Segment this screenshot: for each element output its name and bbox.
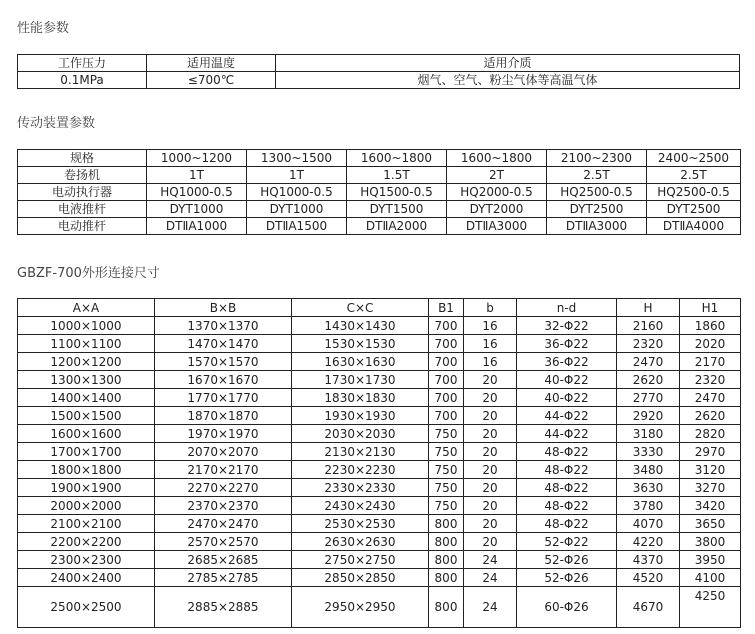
value-cell: 1470×1470 <box>155 335 292 353</box>
value-cell: 2885×2885 <box>155 587 292 628</box>
header-cell: 工作压力 <box>18 55 147 72</box>
row-label-cell: 规格 <box>18 150 147 167</box>
value-cell: 2850×2850 <box>292 569 429 587</box>
value-cell: 60-Φ26 <box>517 587 617 628</box>
header-cell: n-d <box>517 299 617 317</box>
value-cell: 48-Φ22 <box>517 443 617 461</box>
value-cell: 1600×1600 <box>18 425 155 443</box>
value-cell: 20 <box>464 515 517 533</box>
value-cell: DTⅡA4000 <box>647 218 741 235</box>
value-cell: 1600~1800 <box>447 150 547 167</box>
value-cell: 3180 <box>617 425 680 443</box>
value-cell: 24 <box>464 551 517 569</box>
value-cell: 2300×2300 <box>18 551 155 569</box>
value-cell: 20 <box>464 407 517 425</box>
value-cell: 750 <box>429 479 464 497</box>
value-cell: 4250 <box>680 587 741 628</box>
value-cell: 4220 <box>617 533 680 551</box>
value-cell: 2000×2000 <box>18 497 155 515</box>
value-cell: 2470×2470 <box>155 515 292 533</box>
value-cell: 750 <box>429 425 464 443</box>
header-cell: B×B <box>155 299 292 317</box>
value-cell: 750 <box>429 461 464 479</box>
value-cell: 44-Φ22 <box>517 425 617 443</box>
table-row <box>18 317 741 335</box>
value-cell: 700 <box>429 353 464 371</box>
value-cell: 40-Φ22 <box>517 371 617 389</box>
value-cell: HQ2500-0.5 <box>547 184 647 201</box>
value-cell: 20 <box>464 443 517 461</box>
value-cell: 1T <box>147 167 247 184</box>
value-cell: 1670×1670 <box>155 371 292 389</box>
value-cell: 2370×2370 <box>155 497 292 515</box>
value-cell: 2685×2685 <box>155 551 292 569</box>
header-cell: A×A <box>18 299 155 317</box>
value-cell: 2400~2500 <box>647 150 741 167</box>
value-cell: DYT1000 <box>147 201 247 218</box>
table-row <box>18 353 741 371</box>
table-row <box>18 425 741 443</box>
table-row <box>18 587 741 628</box>
table-row <box>18 533 741 551</box>
value-cell: 3780 <box>617 497 680 515</box>
value-cell: 1300~1500 <box>247 150 347 167</box>
value-cell: 20 <box>464 371 517 389</box>
value-cell: 1900×1900 <box>18 479 155 497</box>
value-cell: 24 <box>464 587 517 628</box>
value-cell: 800 <box>429 587 464 628</box>
header-cell: H1 <box>680 299 741 317</box>
value-cell: 800 <box>429 569 464 587</box>
value-cell: 2.5T <box>647 167 741 184</box>
table-row <box>18 335 741 353</box>
value-cell: 4100 <box>680 569 741 587</box>
value-cell: 20 <box>464 479 517 497</box>
value-cell: ≤700℃ <box>147 72 276 89</box>
table-row <box>18 569 741 587</box>
value-cell: 1000×1000 <box>18 317 155 335</box>
value-cell: 4370 <box>617 551 680 569</box>
table-row <box>18 551 741 569</box>
value-cell: 3330 <box>617 443 680 461</box>
value-cell: 2030×2030 <box>292 425 429 443</box>
value-cell: 2330×2330 <box>292 479 429 497</box>
value-cell: 16 <box>464 335 517 353</box>
drive-row <box>18 201 741 218</box>
value-cell: 52-Φ26 <box>517 569 617 587</box>
header-cell: C×C <box>292 299 429 317</box>
value-cell: DYT2000 <box>447 201 547 218</box>
drive-table <box>17 149 741 235</box>
value-cell: 800 <box>429 515 464 533</box>
value-cell: 2470 <box>617 353 680 371</box>
value-cell: 2100~2300 <box>547 150 647 167</box>
value-cell: 1570×1570 <box>155 353 292 371</box>
value-cell: 烟气、空气、粉尘气体等高温气体 <box>276 72 740 89</box>
value-cell: 32-Φ22 <box>517 317 617 335</box>
row-label-cell: 电动推杆 <box>18 218 147 235</box>
value-cell: HQ1000-0.5 <box>247 184 347 201</box>
value-cell: DYT2500 <box>647 201 741 218</box>
value-cell: 48-Φ22 <box>517 515 617 533</box>
value-cell: 2500×2500 <box>18 587 155 628</box>
value-cell: 1860 <box>680 317 741 335</box>
value-cell: 1970×1970 <box>155 425 292 443</box>
value-cell: 1830×1830 <box>292 389 429 407</box>
value-cell: 750 <box>429 443 464 461</box>
row-label-cell: 电动执行器 <box>18 184 147 201</box>
value-cell: 2470 <box>680 389 741 407</box>
value-cell: 2270×2270 <box>155 479 292 497</box>
value-cell: 2920 <box>617 407 680 425</box>
value-cell: 20 <box>464 389 517 407</box>
value-cell: 1200×1200 <box>18 353 155 371</box>
dimension-header-row <box>18 299 741 317</box>
table-row <box>18 371 741 389</box>
value-cell: 1870×1870 <box>155 407 292 425</box>
header-cell: 适用温度 <box>147 55 276 72</box>
value-cell: 2170×2170 <box>155 461 292 479</box>
value-cell: 36-Φ22 <box>517 335 617 353</box>
value-cell: 2950×2950 <box>292 587 429 628</box>
value-cell: 2750×2750 <box>292 551 429 569</box>
value-cell: 1500×1500 <box>18 407 155 425</box>
value-cell: 2820 <box>680 425 741 443</box>
value-cell: 2570×2570 <box>155 533 292 551</box>
table-row <box>18 461 741 479</box>
value-cell: 20 <box>464 497 517 515</box>
value-cell: 2630×2630 <box>292 533 429 551</box>
value-cell: DTⅡA2000 <box>347 218 447 235</box>
value-cell: 2130×2130 <box>292 443 429 461</box>
value-cell: DTⅡA1500 <box>247 218 347 235</box>
value-cell: DYT2500 <box>547 201 647 218</box>
value-cell: 2020 <box>680 335 741 353</box>
header-cell: B1 <box>429 299 464 317</box>
value-cell: 1400×1400 <box>18 389 155 407</box>
value-cell: 2230×2230 <box>292 461 429 479</box>
value-cell: 16 <box>464 353 517 371</box>
value-cell: 2070×2070 <box>155 443 292 461</box>
value-cell: HQ2000-0.5 <box>447 184 547 201</box>
value-cell: 2970 <box>680 443 741 461</box>
value-cell: 3420 <box>680 497 741 515</box>
performance-value-row <box>18 72 740 89</box>
value-cell: 48-Φ22 <box>517 497 617 515</box>
value-cell: 700 <box>429 371 464 389</box>
performance-header-row <box>18 55 740 72</box>
value-cell: 2T <box>447 167 547 184</box>
value-cell: HQ1500-0.5 <box>347 184 447 201</box>
value-cell: 1630×1630 <box>292 353 429 371</box>
value-cell: 700 <box>429 407 464 425</box>
value-cell: HQ2500-0.5 <box>647 184 741 201</box>
value-cell: 2.5T <box>547 167 647 184</box>
value-cell: 1700×1700 <box>18 443 155 461</box>
value-cell: 3120 <box>680 461 741 479</box>
drive-row <box>18 218 741 235</box>
value-cell: 0.1MPa <box>18 72 147 89</box>
table-row <box>18 443 741 461</box>
value-cell: 1100×1100 <box>18 335 155 353</box>
value-cell: 2200×2200 <box>18 533 155 551</box>
value-cell: 700 <box>429 335 464 353</box>
value-cell: 1370×1370 <box>155 317 292 335</box>
value-cell: 1930×1930 <box>292 407 429 425</box>
value-cell: 3650 <box>680 515 741 533</box>
value-cell: 3800 <box>680 533 741 551</box>
value-cell: 750 <box>429 497 464 515</box>
value-cell: 3480 <box>617 461 680 479</box>
value-cell: 52-Φ22 <box>517 533 617 551</box>
dimension-table <box>17 298 741 628</box>
value-cell: 20 <box>464 533 517 551</box>
value-cell: 1000~1200 <box>147 150 247 167</box>
value-cell: 2400×2400 <box>18 569 155 587</box>
value-cell: 2100×2100 <box>18 515 155 533</box>
value-cell: 800 <box>429 551 464 569</box>
value-cell: 36-Φ22 <box>517 353 617 371</box>
value-cell: 52-Φ26 <box>517 551 617 569</box>
value-cell: 1300×1300 <box>18 371 155 389</box>
value-cell: 1600~1800 <box>347 150 447 167</box>
value-cell: 1T <box>247 167 347 184</box>
value-cell: 2530×2530 <box>292 515 429 533</box>
value-cell: 1530×1530 <box>292 335 429 353</box>
row-label-cell: 电液推杆 <box>18 201 147 218</box>
value-cell: 2620 <box>680 407 741 425</box>
header-cell: b <box>464 299 517 317</box>
value-cell: DTⅡA3000 <box>547 218 647 235</box>
value-cell: 4070 <box>617 515 680 533</box>
value-cell: 4670 <box>617 587 680 628</box>
value-cell: 800 <box>429 533 464 551</box>
value-cell: 3630 <box>617 479 680 497</box>
drive-row <box>18 150 741 167</box>
value-cell: 2620 <box>617 371 680 389</box>
value-cell: DTⅡA1000 <box>147 218 247 235</box>
value-cell: HQ1000-0.5 <box>147 184 247 201</box>
value-cell: 24 <box>464 569 517 587</box>
performance-table <box>17 54 740 89</box>
row-label-cell: 卷扬机 <box>18 167 147 184</box>
value-cell: DYT1000 <box>247 201 347 218</box>
value-cell: 20 <box>464 461 517 479</box>
value-cell: 3270 <box>680 479 741 497</box>
value-cell: 2160 <box>617 317 680 335</box>
dimension-section-title: GBZF-700外形连接尺寸 <box>17 266 160 281</box>
value-cell: 2170 <box>680 353 741 371</box>
table-row <box>18 515 741 533</box>
value-cell: 40-Φ22 <box>517 389 617 407</box>
header-cell: H <box>617 299 680 317</box>
value-cell: 3950 <box>680 551 741 569</box>
value-cell: DTⅡA3000 <box>447 218 547 235</box>
value-cell: 16 <box>464 317 517 335</box>
value-cell: 1430×1430 <box>292 317 429 335</box>
drive-row <box>18 184 741 201</box>
value-cell: 20 <box>464 425 517 443</box>
value-cell: 2320 <box>680 371 741 389</box>
value-cell: 1800×1800 <box>18 461 155 479</box>
value-cell: 1730×1730 <box>292 371 429 389</box>
value-cell: 44-Φ22 <box>517 407 617 425</box>
value-cell: 700 <box>429 317 464 335</box>
value-cell: 1.5T <box>347 167 447 184</box>
value-cell: 48-Φ22 <box>517 479 617 497</box>
value-cell: 2430×2430 <box>292 497 429 515</box>
value-cell: 48-Φ22 <box>517 461 617 479</box>
value-cell: DYT1500 <box>347 201 447 218</box>
drive-row <box>18 167 741 184</box>
table-row <box>18 407 741 425</box>
value-cell: 2770 <box>617 389 680 407</box>
value-cell: 2785×2785 <box>155 569 292 587</box>
drive-section-title: 传动装置参数 <box>17 116 96 131</box>
value-cell: 1770×1770 <box>155 389 292 407</box>
performance-section-title: 性能参数 <box>17 21 70 36</box>
value-cell: 700 <box>429 389 464 407</box>
table-row <box>18 497 741 515</box>
value-cell: 2320 <box>617 335 680 353</box>
value-cell: 4520 <box>617 569 680 587</box>
header-cell: 适用介质 <box>276 55 740 72</box>
table-row <box>18 479 741 497</box>
table-row <box>18 389 741 407</box>
